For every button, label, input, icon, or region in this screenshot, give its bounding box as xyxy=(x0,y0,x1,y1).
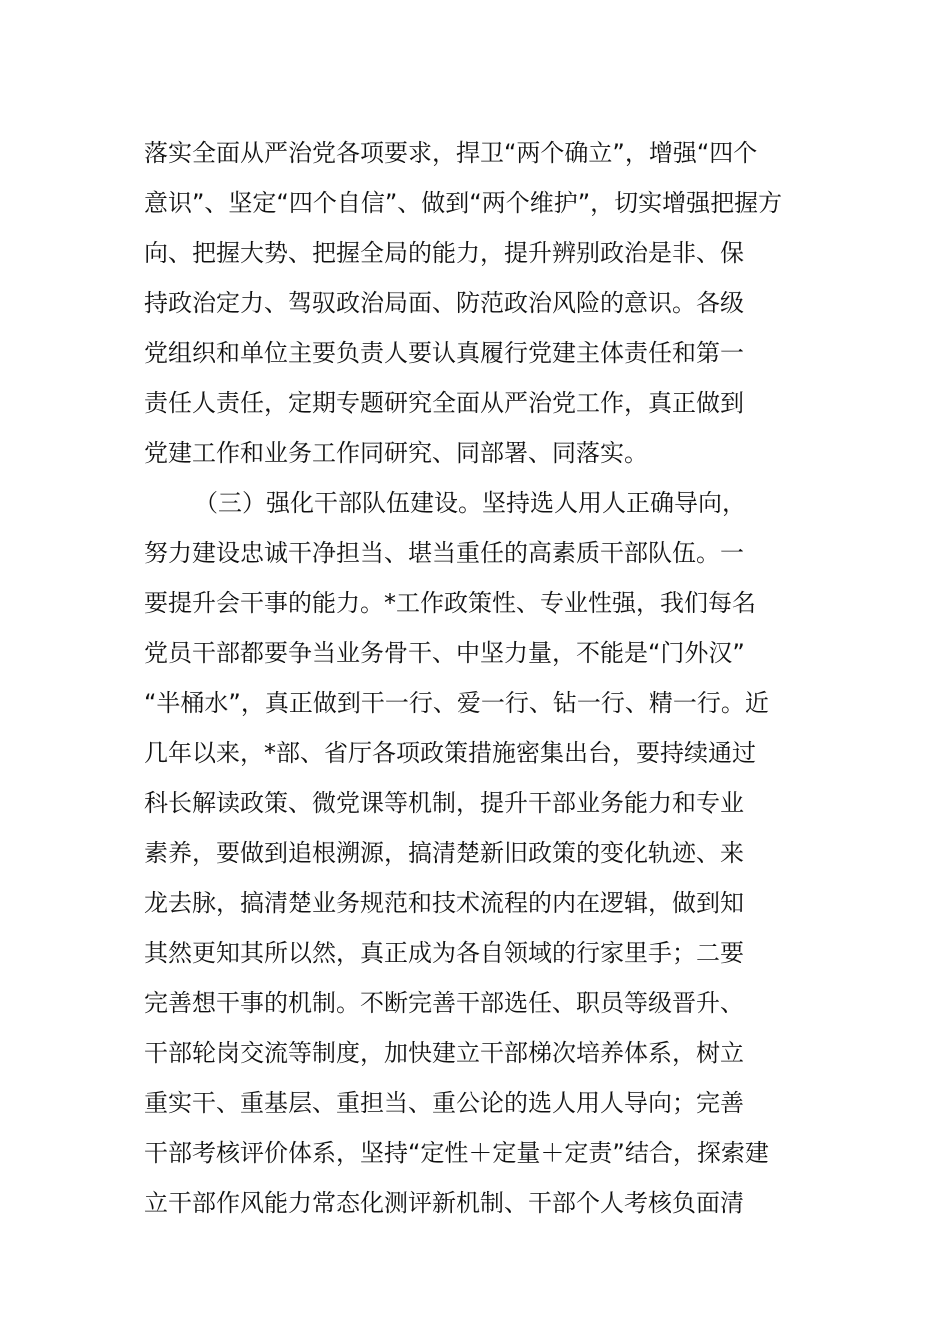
text-line: “半桶水”，真正做到干一行、爱一行、钻一行、精一行。近 xyxy=(144,689,769,717)
text-line: 持政治定力、驾驭政治局面、防范政治风险的意识。各级 xyxy=(144,289,744,317)
text-line: 立干部作风能力常态化测评新机制、干部个人考核负面清 xyxy=(144,1189,744,1217)
text-line: 龙去脉，搞清楚业务规范和技术流程的内在逻辑，做到知 xyxy=(144,889,744,917)
text-line: 党组织和单位主要负责人要认真履行党建主体责任和第一 xyxy=(144,339,744,367)
text-line: 重实干、重基层、重担当、重公论的选人用人导向；完善 xyxy=(144,1089,744,1117)
text-line: 几年以来，*部、省厅各项政策措施密集出台，要持续通过 xyxy=(144,739,756,767)
text-line: 素养，要做到追根溯源，搞清楚新旧政策的变化轨迹、来 xyxy=(144,839,744,867)
text-line: 其然更知其所以然，真正成为各自领域的行家里手；二要 xyxy=(144,939,744,967)
text-line: 科长解读政策、微党课等机制，提升干部业务能力和专业 xyxy=(144,789,744,817)
text-line: 完善想干事的机制。不断完善干部选任、职员等级晋升、 xyxy=(144,989,744,1017)
text-line: 党建工作和业务工作同研究、同部署、同落实。 xyxy=(144,439,648,467)
text-line: 干部考核评价体系，坚持“定性＋定量＋定责”结合，探索建 xyxy=(144,1139,769,1167)
text-line: 意识”、坚定“四个自信”、做到“两个维护”，切实增强把握方 xyxy=(144,189,783,217)
text-line: 责任人责任，定期专题研究全面从严治党工作，真正做到 xyxy=(144,389,744,417)
text-line: 努力建设忠诚干净担当、堪当重任的高素质干部队伍。一 xyxy=(144,539,744,567)
body-text xyxy=(144,128,808,1228)
text-line: 党员干部都要争当业务骨干、中坚力量，不能是“门外汉” xyxy=(144,639,745,667)
section-heading-line: （三）强化干部队伍建设。坚持选人用人正确导向， xyxy=(194,489,746,517)
text-line: 干部轮岗交流等制度，加快建立干部梯次培养体系，树立 xyxy=(144,1039,744,1067)
text-line: 向、把握大势、把握全局的能力，提升辨别政治是非、保 xyxy=(144,239,744,267)
text-line: 落实全面从严治党各项要求，捍卫“两个确立”，增强“四个 xyxy=(144,139,758,167)
text-line: 要提升会干事的能力。*工作政策性、专业性强，我们每名 xyxy=(144,589,756,617)
